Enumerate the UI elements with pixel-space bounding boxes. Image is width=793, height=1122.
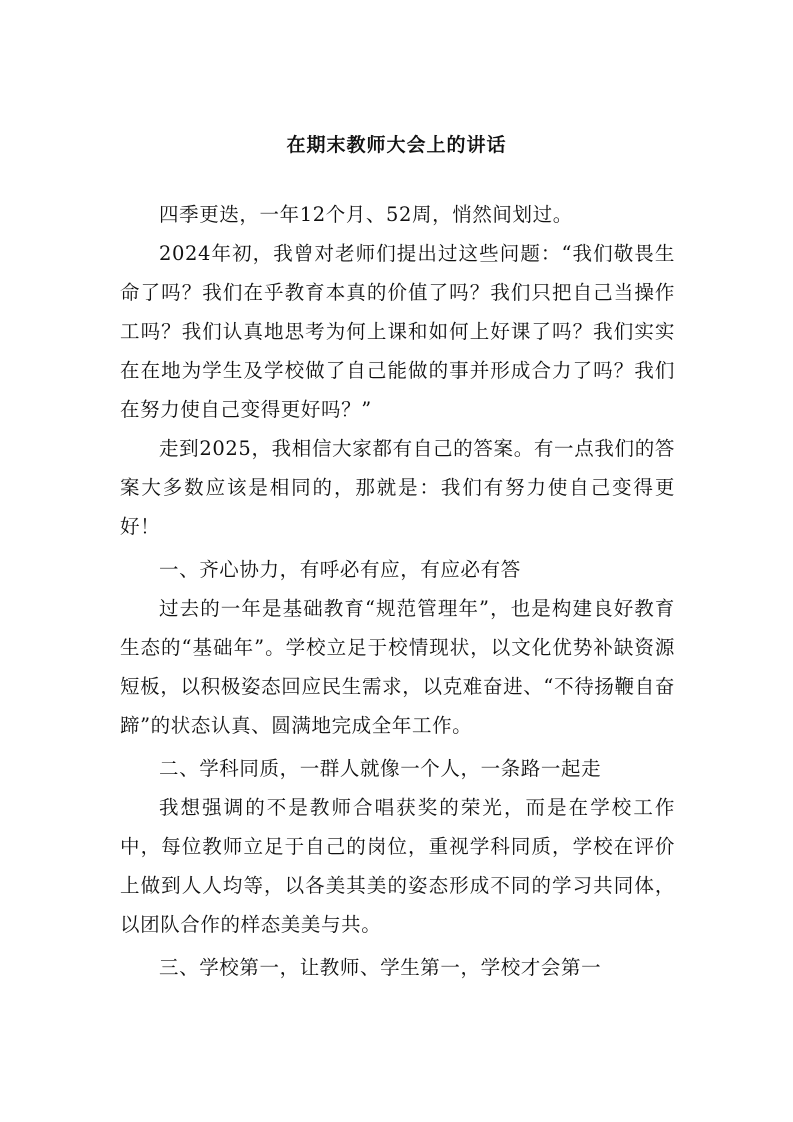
document-body	[120, 195, 675, 987]
paragraph-answer: 走到2025，我相信大家都有自己的答案。有一点我们的答案大多数应该是相同的，那就是：我们有努力使自己变得更好！	[120, 437, 675, 538]
document-title: 在期末教师大会上的讲话	[286, 134, 507, 156]
paragraph-section-2: 我想强调的不是教师合唱获奖的荣光，而是在学校工作中，每位教师立足于自己的岗位，重视学科同质，学校在评价上做到人人均等，以各美其美的姿态形成不同的学习共同体，以团队合作的样态美美与共。	[120, 796, 675, 936]
paragraph-section-1: 过去的一年是基础教育“规范管理年”，也是构建良好教育生态的“基础年”。学校立足于校情现状，以文化优势补缺资源短板，以积极姿态回应民生需求，以克难奋进、“不待扬鞭自奋蹄”的状态认真、圆满地完成全年工作。	[120, 597, 675, 737]
paragraph-questions: 2024年初，我曾对老师们提出过这些问题：“我们敬畏生命了吗？我们在乎教育本真的价值了吗？我们只把自己当操作工吗？我们认真地思考为何上课和如何上好课了吗？我们实实在在地为学生及学校做了自己能做的事并形成合力了吗？我们在努力使自己变得更好吗？”	[120, 242, 675, 421]
section-heading-3: 三、学校第一，让教师、学生第一，学校才会第一	[159, 956, 602, 979]
section-heading-2: 二、学科同质，一群人就像一个人，一条路一起走	[159, 757, 602, 780]
section-heading-1: 一、齐心协力，有呼必有应，有应必有答	[159, 558, 521, 581]
paragraph-intro: 四季更迭，一年12个月、52周，悄然间划过。	[159, 203, 573, 226]
